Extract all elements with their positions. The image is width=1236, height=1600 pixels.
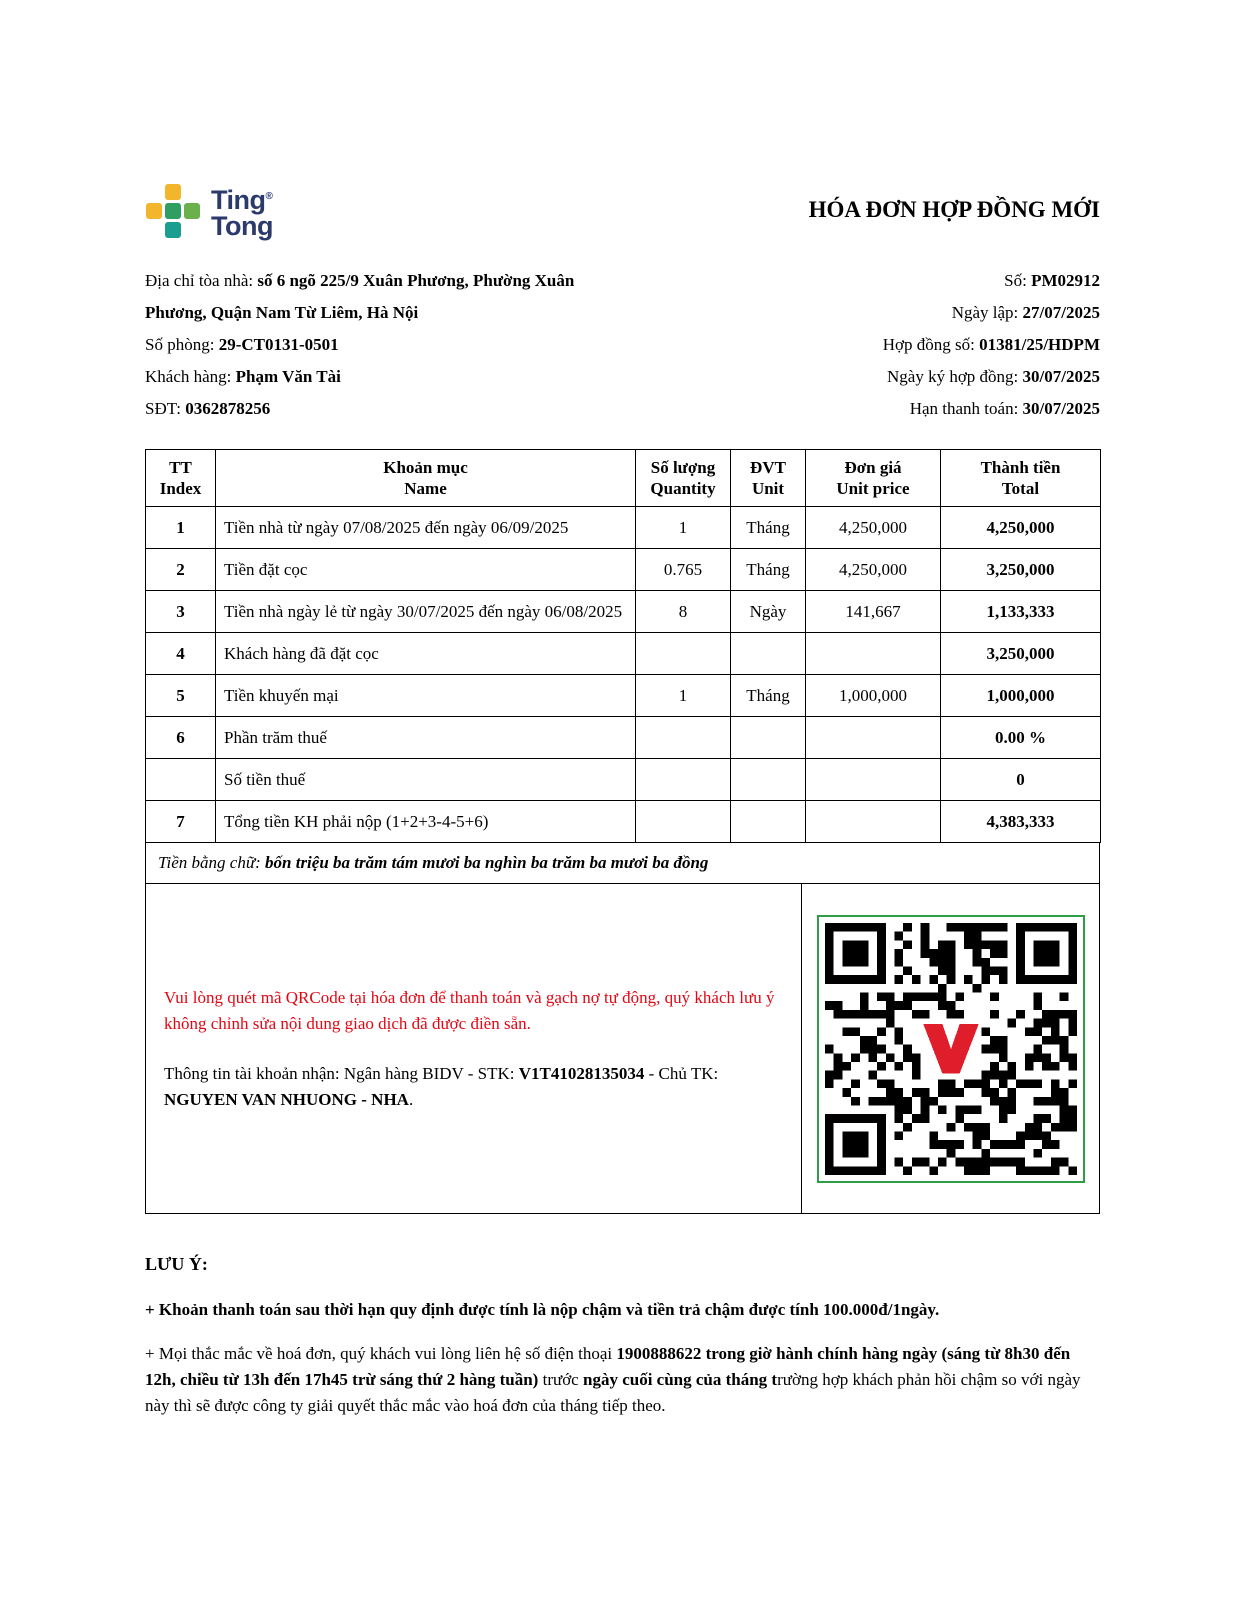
qr-payment-notice: Vui lòng quét mã QRCode tại hóa đơn để thanh toán và gạch nợ tự động, quý khách lưu ý không chỉnh sửa nội dung giao dịch đã được điền sẵn.	[164, 987, 775, 1033]
account-number: V1T41028135034	[518, 1063, 645, 1083]
header	[145, 183, 1100, 239]
cell-quantity	[636, 717, 731, 759]
col-header-total: Thành tiền Total	[941, 450, 1101, 507]
room-number-line: Số phòng: 29-CT0131-0501	[145, 335, 339, 354]
cell-name: Tiền nhà từ ngày 07/08/2025 đến ngày 06/09/2025	[216, 507, 636, 549]
cell-name: Tổng tiền KH phải nộp (1+2+3-4-5+6)	[216, 801, 636, 843]
logo-wordmark: Ting® Tong	[211, 184, 273, 241]
issue-date-line: Ngày lập: 27/07/2025	[951, 303, 1100, 322]
cell-unit: Ngày	[731, 591, 806, 633]
customer-name-line: Khách hàng: Phạm Văn Tài	[145, 367, 341, 386]
cell-unit: Tháng	[731, 675, 806, 717]
contract-sign-date-line: Ngày ký hợp đồng: 30/07/2025	[887, 367, 1100, 386]
cell-index: 1	[146, 507, 216, 549]
cell-total: 3,250,000	[941, 549, 1101, 591]
cell-name: Khách hàng đã đặt cọc	[216, 633, 636, 675]
col-header-unit: ĐVT Unit	[731, 450, 806, 507]
qr-code	[817, 915, 1085, 1183]
invoice-number-line: Số: PM02912	[1004, 271, 1100, 290]
cell-index: 3	[146, 591, 216, 633]
col-header-index: TT Index	[146, 450, 216, 507]
table-row	[146, 507, 1101, 549]
cell-name: Số tiền thuế	[216, 759, 636, 801]
info-section	[145, 265, 1100, 425]
cell-quantity	[636, 759, 731, 801]
cell-name: Tiền nhà ngày lẻ từ ngày 30/07/2025 đến ngày 06/08/2025	[216, 591, 636, 633]
cell-quantity	[636, 801, 731, 843]
tingtong-logo	[145, 183, 273, 239]
invoice-table	[145, 449, 1101, 843]
cell-unit	[731, 801, 806, 843]
contract-number-line: Hợp đồng số: 01381/25/HDPM	[882, 335, 1100, 354]
amount-in-words-label: Tiền bằng chữ:	[158, 853, 266, 872]
account-holder: NGUYEN VAN NHUONG - NHA	[164, 1089, 409, 1109]
qr-code-image	[825, 923, 1077, 1175]
col-header-unit-price: Đơn giá Unit price	[806, 450, 941, 507]
cell-unit	[731, 633, 806, 675]
cell-quantity: 1	[636, 675, 731, 717]
cell-index: 6	[146, 717, 216, 759]
cell-total: 0.00 %	[941, 717, 1101, 759]
col-header-name: Khoản mục Name	[216, 450, 636, 507]
cell-unit	[731, 717, 806, 759]
cell-index	[146, 759, 216, 801]
cell-unit: Tháng	[731, 549, 806, 591]
payment-text	[146, 884, 802, 1213]
cell-quantity	[636, 633, 731, 675]
info-left	[145, 265, 625, 425]
cell-index: 7	[146, 801, 216, 843]
cell-unit-price: 1,000,000	[806, 675, 941, 717]
account-info: Thông tin tài khoản nhận: Ngân hàng BIDV - STK: V1T41028135034 - Chủ TK: NGUYEN VAN NHUONG - NHA.	[164, 1063, 719, 1109]
building-address-line: Địa chỉ tòa nhà: số 6 ngõ 225/9 Xuân Phương, Phường Xuân Phương, Quận Nam Từ Liêm, Hà Nội	[145, 271, 575, 322]
cell-quantity: 0.765	[636, 549, 731, 591]
table-row	[146, 759, 1101, 801]
page-title: HÓA ĐƠN HỢP ĐỒNG MỚI	[808, 197, 1100, 222]
table-row	[146, 591, 1101, 633]
due-date-line: Hạn thanh toán: 30/07/2025	[909, 399, 1100, 418]
cell-total: 4,383,333	[941, 801, 1101, 843]
cell-unit-price	[806, 759, 941, 801]
table-row	[146, 633, 1101, 675]
table-row	[146, 717, 1101, 759]
cell-unit	[731, 759, 806, 801]
cell-unit-price	[806, 717, 941, 759]
cell-unit-price	[806, 633, 941, 675]
cell-index: 5	[146, 675, 216, 717]
table-row	[146, 801, 1101, 843]
cell-index: 4	[146, 633, 216, 675]
cell-quantity: 1	[636, 507, 731, 549]
amount-in-words-value: bốn triệu ba trăm tám mươi ba nghìn ba trăm ba mươi ba đồng	[265, 853, 709, 872]
cell-total: 1,000,000	[941, 675, 1101, 717]
cell-name: Tiền khuyến mại	[216, 675, 636, 717]
cell-unit: Tháng	[731, 507, 806, 549]
phone-line: SĐT: 0362878256	[145, 399, 271, 418]
table-row	[146, 675, 1101, 717]
table-row	[146, 549, 1101, 591]
table-header	[146, 450, 1101, 507]
qr-area	[802, 884, 1099, 1213]
cell-total: 4,250,000	[941, 507, 1101, 549]
cell-total: 3,250,000	[941, 633, 1101, 675]
cell-unit-price	[806, 801, 941, 843]
amount-in-words-row	[145, 843, 1100, 884]
cell-unit-price: 4,250,000	[806, 507, 941, 549]
tingtong-logo-icon	[145, 183, 201, 239]
cell-unit-price: 4,250,000	[806, 549, 941, 591]
cell-unit-price: 141,667	[806, 591, 941, 633]
contact-note: + Mọi thắc mắc về hoá đơn, quý khách vui lòng liên hệ số điện thoại 1900888622 trong giờ hành chính hàng ngày (sáng từ 8h30 đến 12h, chiều từ 13h đến 17h45 trừ sáng thứ 2 hàng tuần) trước ngày cuối cùng của tháng trường hợp khách phản hồi chậm so với ngày này thì sẽ được công ty giải quyết thắc mắc vào hoá đơn của tháng tiếp theo.	[145, 1344, 1081, 1415]
col-header-quantity: Số lượng Quantity	[636, 450, 731, 507]
cell-index: 2	[146, 549, 216, 591]
footer-notes	[145, 1254, 1100, 1419]
cell-total: 1,133,333	[941, 591, 1101, 633]
payment-section	[145, 884, 1100, 1214]
cell-name: Phần trăm thuế	[216, 717, 636, 759]
cell-quantity: 8	[636, 591, 731, 633]
cell-name: Tiền đặt cọc	[216, 549, 636, 591]
info-right	[883, 265, 1100, 425]
notes-heading: LƯU Ý:	[145, 1254, 208, 1274]
table-body	[146, 507, 1101, 843]
cell-total: 0	[941, 759, 1101, 801]
late-payment-note: + Khoản thanh toán sau thời hạn quy định được tính là nộp chậm và tiền trả chậm được tính 100.000đ/1ngày.	[145, 1300, 940, 1319]
